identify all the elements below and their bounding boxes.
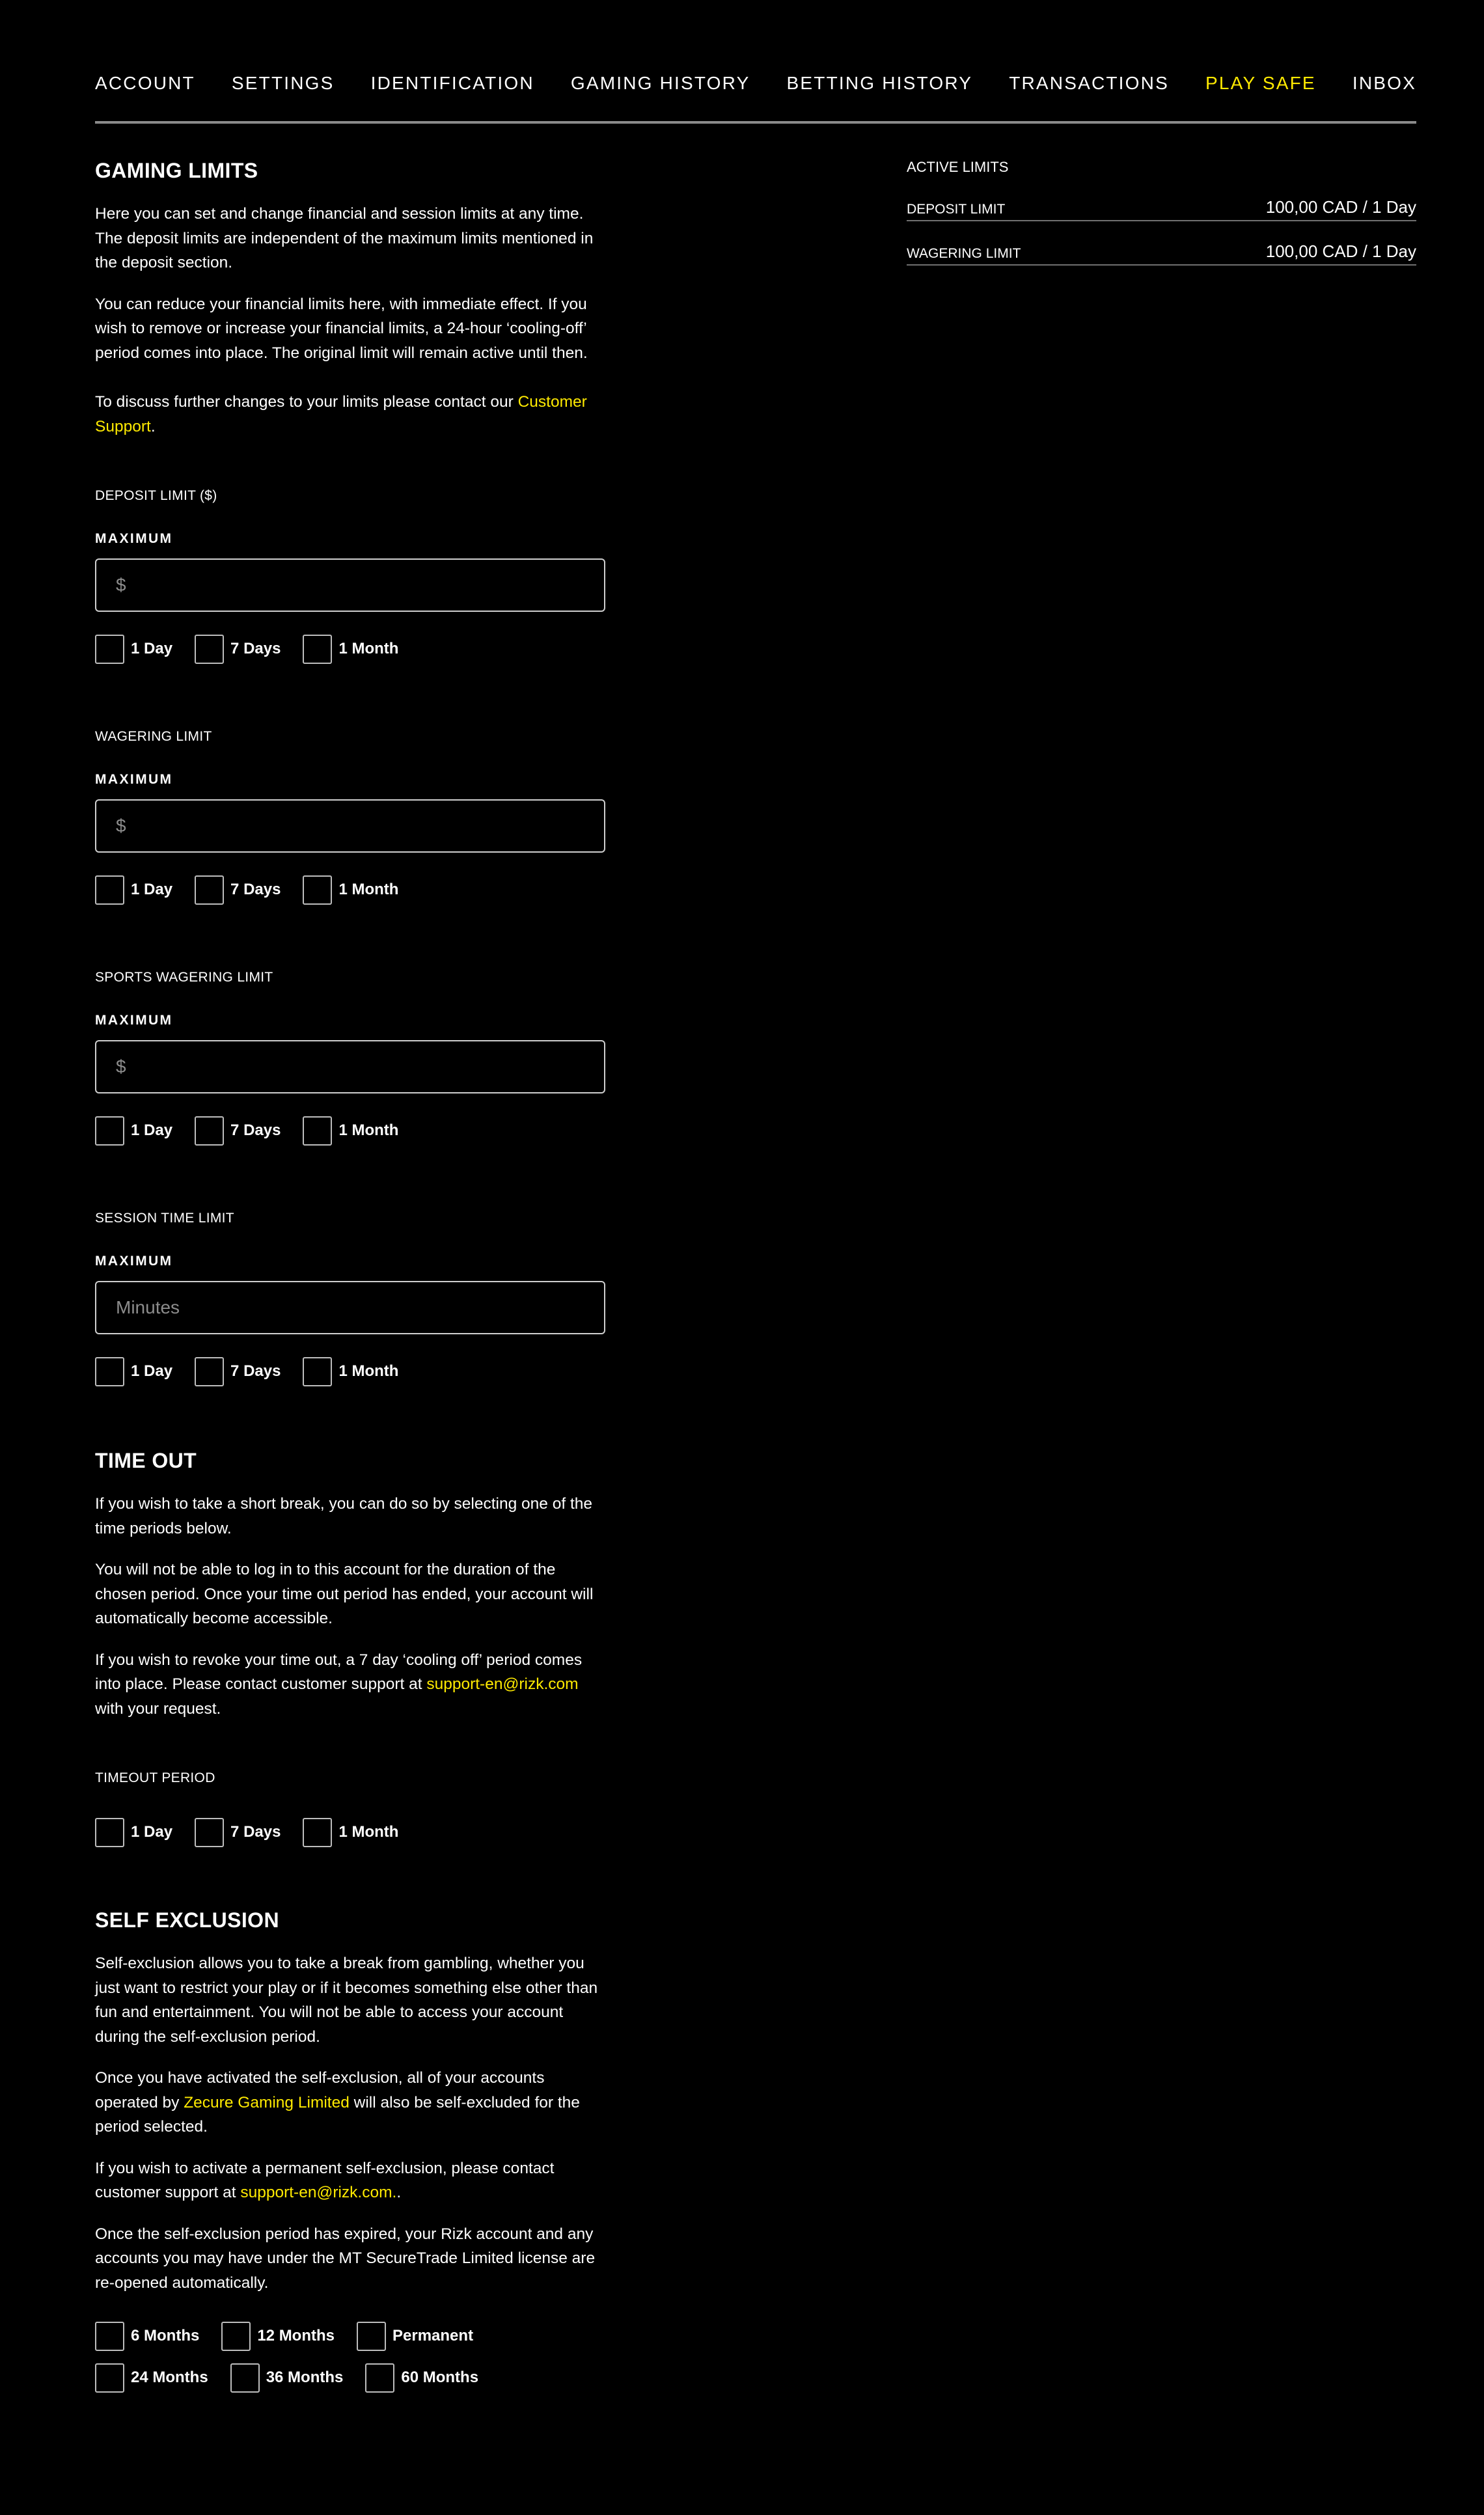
self-exclusion-options-row-1 [95, 2321, 609, 2351]
deposit-limit-section [95, 487, 609, 664]
checkbox[interactable] [95, 635, 124, 664]
time-out-section [95, 1446, 609, 1847]
sports-maximum-label: MAXIMUM [95, 1013, 173, 1028]
checkbox[interactable] [195, 635, 224, 664]
wagering-limit-label: WAGERING LIMIT [95, 729, 212, 744]
customer-support-link[interactable]: Customer Support [95, 393, 587, 435]
checkbox[interactable] [303, 635, 332, 664]
limits-column [95, 156, 609, 2393]
gaming-limits-intro [95, 202, 609, 439]
deposit-limit-input[interactable] [95, 558, 605, 612]
active-limit-name: WAGERING LIMIT [907, 246, 1021, 261]
self-exclusion-para-3: If you wish to activate a permanent self-exclusion, please contact customer support at support-en@rizk.com.. [95, 2159, 555, 2201]
active-limit-row-deposit [907, 195, 1416, 221]
nav-item-account[interactable]: ACCOUNT [95, 73, 195, 93]
self-exclusion-para-4: Once the self-exclusion period has expired, your Rizk account and any accounts you may have under the MT SecureTrade Limited license are re-opened automatically. [95, 2225, 596, 2292]
nav-item-inbox[interactable]: INBOX [1352, 73, 1416, 93]
timeout-period-options [95, 1817, 609, 1847]
self-exclusion-section [95, 1906, 609, 2393]
active-limit-name: DEPOSIT LIMIT [907, 202, 1006, 217]
nav-item-play-safe[interactable]: PLAY SAFE [1205, 73, 1316, 93]
deposit-limit-label: DEPOSIT LIMIT ($) [95, 488, 217, 503]
wagering-maximum-label: MAXIMUM [95, 772, 173, 787]
checkbox[interactable] [303, 1818, 332, 1847]
exclusion-60-months[interactable]: 60 Months [365, 2363, 478, 2393]
sports-period-7-days[interactable]: 7 Days [195, 1116, 281, 1146]
checkbox[interactable] [357, 2322, 386, 2351]
nav-item-gaming-history[interactable]: GAMING HISTORY [570, 73, 750, 93]
checkbox[interactable] [303, 1116, 332, 1146]
wagering-period-1-day[interactable]: 1 Day [95, 875, 172, 905]
self-exclusion-options-row-2 [95, 2363, 609, 2393]
sports-period-1-day[interactable]: 1 Day [95, 1116, 172, 1146]
timeout-period-label: TIMEOUT PERIOD [95, 1770, 215, 1785]
exclusion-permanent[interactable]: Permanent [357, 2322, 473, 2351]
exclusion-12-months[interactable]: 12 Months [221, 2322, 335, 2351]
session-period-1-month[interactable]: 1 Month [303, 1357, 398, 1386]
session-time-limit-label: SESSION TIME LIMIT [95, 1211, 234, 1226]
deposit-period-1-month[interactable]: 1 Month [303, 635, 398, 664]
active-limit-row-wagering [907, 240, 1416, 266]
active-limits-title: ACTIVE LIMITS [907, 159, 1009, 175]
deposit-period-7-days[interactable]: 7 Days [195, 635, 281, 664]
nav-item-identification[interactable]: IDENTIFICATION [370, 73, 534, 93]
checkbox[interactable] [195, 1357, 224, 1386]
gaming-limits-para-3: To discuss further changes to your limits please contact our Customer Support. [95, 393, 587, 435]
exclusion-36-months[interactable]: 36 Months [230, 2363, 344, 2393]
checkbox[interactable] [195, 875, 224, 905]
exclusion-24-months[interactable]: 24 Months [95, 2363, 208, 2393]
gaming-limits-para-2: You can reduce your financial limits here, with immediate effect. If you wish to remove or increase your financial limits, a 24-hour ‘cooling-off’ period comes into place. The original limit will remain active until then. [95, 295, 588, 362]
wagering-period-1-month[interactable]: 1 Month [303, 875, 398, 905]
time-out-para-3: If you wish to revoke your time out, a 7 day ‘cooling off’ period comes into place. Please contact customer support at support-en@rizk.com with your request. [95, 1651, 583, 1718]
gaming-limits-para-1: Here you can set and change financial and session limits at any time. The deposit limits are independent of the maximum limits mentioned in the deposit section. [95, 205, 594, 271]
zecure-gaming-link[interactable]: Zecure Gaming Limited [184, 2093, 350, 2111]
self-exclusion-title: SELF EXCLUSION [95, 1908, 279, 1932]
session-maximum-label: MAXIMUM [95, 1254, 173, 1269]
nav-item-transactions[interactable]: TRANSACTIONS [1009, 73, 1169, 93]
checkbox[interactable] [195, 1818, 224, 1847]
checkbox[interactable] [95, 1357, 124, 1386]
deposit-period-options [95, 634, 609, 664]
checkbox[interactable] [230, 2363, 260, 2393]
wagering-limit-section [95, 728, 609, 905]
support-email-link[interactable]: support-en@rizk.com. [240, 2184, 397, 2201]
time-out-title: TIME OUT [95, 1449, 197, 1472]
checkbox[interactable] [95, 2322, 124, 2351]
checkbox[interactable] [95, 1818, 124, 1847]
timeout-period-7-days[interactable]: 7 Days [195, 1818, 281, 1847]
session-period-options [95, 1356, 609, 1386]
sports-period-options [95, 1116, 609, 1146]
self-exclusion-para-2: Once you have activated the self-exclusion, all of your accounts operated by Zecure Gaming Limited will also be self-excluded for the period selected. [95, 2069, 580, 2136]
time-out-para-1: If you wish to take a short break, you can do so by selecting one of the time periods below. [95, 1495, 593, 1537]
checkbox[interactable] [303, 1357, 332, 1386]
sports-wagering-limit-label: SPORTS WAGERING LIMIT [95, 970, 273, 985]
wagering-limit-input[interactable] [95, 799, 605, 853]
time-out-para-2: You will not be able to log in to this account for the duration of the chosen period. Once your time out period has ended, your account will automatically become accessible. [95, 1561, 594, 1627]
active-limit-value: 100,00 CAD / 1 Day [1265, 241, 1416, 261]
checkbox[interactable] [303, 875, 332, 905]
session-time-limit-section [95, 1209, 609, 1386]
checkbox[interactable] [95, 875, 124, 905]
exclusion-6-months[interactable]: 6 Months [95, 2322, 199, 2351]
session-time-limit-input[interactable] [95, 1281, 605, 1334]
wagering-period-options [95, 875, 609, 905]
checkbox[interactable] [221, 2322, 251, 2351]
timeout-period-1-day[interactable]: 1 Day [95, 1818, 172, 1847]
active-limits-panel [907, 156, 1416, 266]
session-period-1-day[interactable]: 1 Day [95, 1357, 172, 1386]
checkbox[interactable] [95, 2363, 124, 2393]
account-nav [95, 70, 1416, 124]
wagering-period-7-days[interactable]: 7 Days [195, 875, 281, 905]
sports-wagering-limit-section [95, 969, 609, 1146]
self-exclusion-para-1: Self-exclusion allows you to take a break from gambling, whether you just want to restrict your play or if it becomes something else other than fun and entertainment. You will not be able to access your account during the self-exclusion period. [95, 1955, 598, 2046]
checkbox[interactable] [95, 1116, 124, 1146]
nav-item-settings[interactable]: SETTINGS [231, 73, 335, 93]
deposit-maximum-label: MAXIMUM [95, 531, 173, 546]
active-limit-value: 100,00 CAD / 1 Day [1265, 197, 1416, 217]
gaming-limits-title: GAMING LIMITS [95, 159, 258, 182]
deposit-period-1-day[interactable]: 1 Day [95, 635, 172, 664]
sports-period-1-month[interactable]: 1 Month [303, 1116, 398, 1146]
checkbox[interactable] [195, 1116, 224, 1146]
support-email-link[interactable]: support-en@rizk.com [426, 1675, 579, 1693]
nav-item-betting-history[interactable]: BETTING HISTORY [786, 73, 973, 93]
timeout-period-1-month[interactable]: 1 Month [303, 1818, 398, 1847]
checkbox[interactable] [365, 2363, 394, 2393]
sports-wagering-limit-input[interactable] [95, 1040, 605, 1093]
session-period-7-days[interactable]: 7 Days [195, 1357, 281, 1386]
